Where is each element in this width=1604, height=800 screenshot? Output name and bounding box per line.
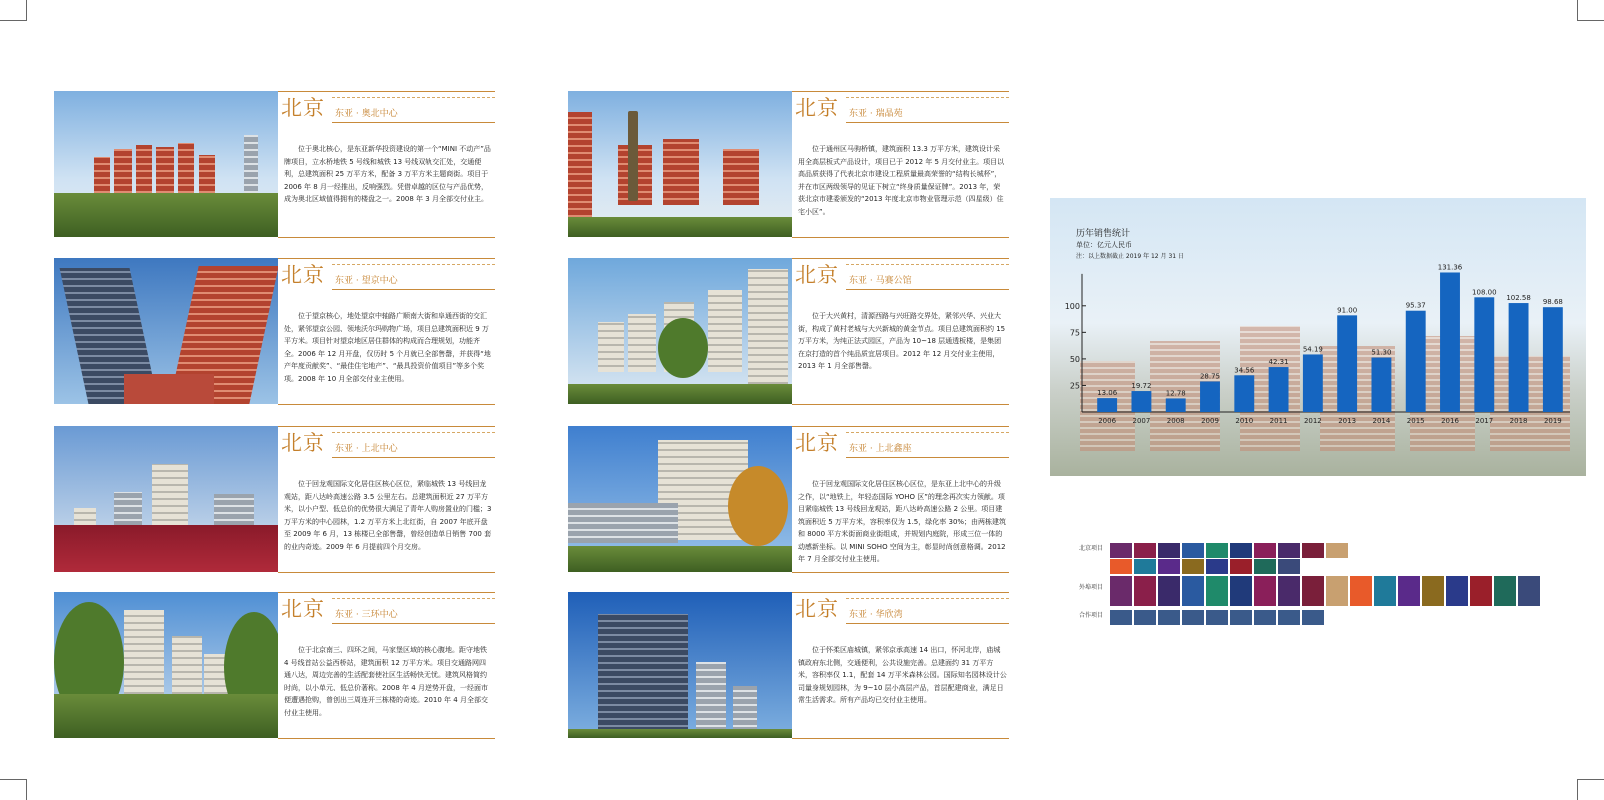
- x-tick-label: 2016: [1441, 417, 1459, 425]
- project-logo: [1134, 591, 1156, 606]
- project-info: [278, 592, 495, 739]
- project-logo: [1110, 610, 1132, 625]
- project-name: 东亚 · 望京中心: [335, 276, 398, 286]
- bar-2013: [1337, 315, 1357, 412]
- y-tick-label: 50: [1069, 354, 1080, 364]
- bar-value-label: 12.78: [1165, 389, 1186, 398]
- project-logo: [1278, 576, 1300, 591]
- x-tick-label: 2019: [1543, 417, 1562, 425]
- project-info: [792, 426, 1009, 573]
- project-card: [568, 258, 1009, 404]
- chart-unit: 单位：亿元人民币: [1076, 241, 1132, 249]
- project-logo: [1302, 543, 1324, 558]
- project-photo: [54, 91, 278, 237]
- project-logo: [1230, 559, 1252, 574]
- crop-mark: [1577, 779, 1604, 800]
- project-logo: [1302, 610, 1324, 625]
- project-card: [568, 592, 1009, 738]
- x-tick-label: 2012: [1303, 417, 1322, 425]
- project-logo: [1206, 543, 1228, 558]
- project-photo: [568, 258, 792, 404]
- project-logo: [1350, 576, 1372, 591]
- bar-value-label: 13.06: [1097, 389, 1118, 398]
- project-logo: [1206, 576, 1228, 591]
- project-description: 位于奥北核心，是东亚新华投资建设的第一个“MINI 不动产”品牌项目，立水桥地铁 5 号线和城铁 13 号线双轨交汇处，交通便利，总建筑面积 25 万平方米，配备 3 万平方米主题商街。项目于 2006 年 8 月一经推出，反响强烈。凭借卓越的区位与产品优势，成为奥北区域值得拥有的楼盘之一。2008 年 3 月全部交付业主。: [284, 145, 491, 203]
- project-photo: [54, 258, 278, 404]
- project-header: [792, 91, 1009, 122]
- project-card: [54, 426, 495, 572]
- x-tick-label: 2010: [1235, 417, 1254, 425]
- project-logo: [1158, 559, 1180, 574]
- y-tick-label: 100: [1064, 301, 1080, 311]
- project-logo: [1254, 543, 1276, 558]
- project-logo: [1350, 591, 1372, 606]
- city-label: 北京: [795, 96, 839, 120]
- bar-2006: [1097, 398, 1117, 412]
- project-logo: [1182, 559, 1204, 574]
- project-header: [792, 426, 1009, 457]
- project-logo: [1326, 576, 1348, 591]
- bar-value-label: 102.58: [1506, 294, 1531, 303]
- project-logo: [1158, 576, 1180, 591]
- x-tick-label: 2006: [1098, 417, 1117, 425]
- project-header: [792, 258, 1009, 289]
- project-card: [568, 426, 1009, 572]
- project-logo: [1206, 559, 1228, 574]
- project-logo: [1254, 559, 1276, 574]
- project-logo: [1302, 591, 1324, 606]
- project-logo: [1158, 591, 1180, 606]
- project-photo: [568, 426, 792, 572]
- bar-2014: [1371, 358, 1391, 412]
- crop-mark: [1577, 0, 1604, 21]
- project-logo: [1422, 591, 1444, 606]
- chart-note: 注：以上数据截止 2019 年 12 月 31 日: [1076, 253, 1184, 260]
- city-label: 北京: [281, 431, 325, 455]
- project-logo: [1278, 610, 1300, 625]
- project-logo: [1206, 610, 1228, 625]
- project-card: [54, 592, 495, 738]
- project-logo: [1110, 559, 1132, 574]
- project-photo: [568, 592, 792, 738]
- project-description: 位于怀柔区庙城镇，紧邻京承高速 14 出口，怀河北岸，庙城镇政府东北侧，交通便利，公共设施完善。总建面约 31 万平方米，容积率仅 1.1，配套 14 万平米森林公园。国际知名园林设计公司量身规划园林，为 9~10 层小高层产品，首层配建商业，满足日常生活需求。所有产品均已交付业主使用。: [798, 646, 1007, 704]
- bar-2016: [1440, 272, 1460, 412]
- project-logo: [1494, 591, 1516, 606]
- project-header: [278, 91, 495, 122]
- bar-2007: [1131, 391, 1151, 412]
- y-tick-label: 75: [1069, 328, 1080, 338]
- project-description: 位于北京南三、四环之间，马家堡区域的核心腹地。距守地铁 4 号线首站公益西桥站，建筑面积 12 万平方米。项目交通路网四通八达，周边完善的生活配套使社区生活畅快无忧。建筑风格简约时尚，以小单元、低总价著称。2008 年 4 月逆势开盘，一经面市便遭遇抢购，曾创出三周连开三栋楼的奇迹。2010 年 4 月全部交付业主使用。: [284, 646, 488, 717]
- project-name: 东亚 · 三环中心: [335, 610, 398, 620]
- bar-2015: [1406, 311, 1426, 412]
- bar-2018: [1509, 303, 1529, 412]
- bar-value-label: 54.19: [1302, 345, 1323, 354]
- bar-value-label: 91.00: [1337, 306, 1358, 315]
- project-logo: [1470, 576, 1492, 591]
- project-logo: [1230, 591, 1252, 606]
- project-description: 位于回龙观国际文化居住区核心区位，紧临城铁 13 号线回龙观站，距八达岭高速公路 3.5 公里左右。总建筑面积近 27 万平方米，以小户型、低总价的优势很大满足了青年人购房置业的门槛；3 万平方米的中心园林，1.2 万平方米上北红街，自 2007 年底开盘至 2009 年 6 月，13 栋楼已全部售罄，曾经创造单日销售 700 套的业内奇迹。2009 年 6 月提前四个月交房。: [284, 480, 492, 551]
- bar-2010: [1234, 375, 1254, 412]
- project-name: 东亚 · 瑞晶苑: [849, 109, 903, 119]
- bar-value-label: 131.36: [1437, 263, 1463, 272]
- project-logo: [1206, 591, 1228, 606]
- bar-value-label: 51.30: [1371, 348, 1392, 357]
- chart-plot: [1050, 198, 1586, 476]
- project-info: [278, 426, 495, 573]
- bar-2009: [1200, 381, 1220, 412]
- x-tick-label: 2018: [1509, 417, 1528, 425]
- project-info: [792, 592, 1009, 739]
- project-logo: [1446, 576, 1468, 591]
- legend-other: 外埠项目: [1079, 584, 1104, 591]
- x-tick-label: 2009: [1201, 417, 1219, 425]
- project-card: [54, 258, 495, 404]
- project-logo: [1470, 591, 1492, 606]
- bar-value-label: 42.31: [1268, 358, 1289, 367]
- project-name: 东亚 · 奥北中心: [335, 109, 398, 119]
- legend-coop: 合作项目: [1079, 612, 1104, 619]
- project-logo: [1182, 576, 1204, 591]
- bar-2019: [1543, 307, 1563, 412]
- project-logo: [1110, 591, 1132, 606]
- project-logo: [1302, 576, 1324, 591]
- x-tick-label: 2017: [1475, 417, 1494, 425]
- project-description: 位于大兴黄村，清源西路与兴旺路交界处，紧邻兴华、兴业大街，构成了黄村老城与大兴新城的黄金节点。项目总建筑面积约 15 万平方米，为纯正法式园区，产品为 10~18 层通透板楼，是集团在京打造的首个纯品质宜居项目。2012 年 12 月交付业主使用，2013 年 1 月全部售罄。: [798, 312, 1006, 370]
- city-label: 北京: [281, 597, 325, 621]
- project-header: [278, 258, 495, 289]
- project-card: [54, 91, 495, 237]
- city-label: 北京: [795, 431, 839, 455]
- project-name: 东亚 · 马赛公馆: [849, 276, 912, 286]
- chart-title: 历年销售统计: [1076, 229, 1131, 239]
- project-logo: [1134, 576, 1156, 591]
- project-logo: [1518, 591, 1540, 606]
- bar-value-label: 19.72: [1131, 382, 1152, 391]
- project-card: [568, 91, 1009, 237]
- project-description: 位于回龙观国际文化居住区核心区位，是东亚上北中心的升级之作，以“地铁上，年轻态国际 YOHO 区”的理念再次实力领献。项目紧临城铁 13 号线回龙观站，距八达岭高速公路 2 公里。项目建筑面积近 5 万平方米，容积率仅为 1.5，绿化率 30%；由两栋建筑和 8000 平方米街面商业街组成，并规划内庭院，形成三位一体的动感新坐标。以 MINI SOHO 空间为主，彰显时尚创意格调。2012 年 7 月全部交付业主使用。: [798, 480, 1007, 563]
- bar-2012: [1303, 354, 1323, 412]
- project-logo: [1134, 610, 1156, 625]
- project-logo: [1278, 543, 1300, 558]
- project-name: 东亚 · 华欣湾: [849, 610, 903, 620]
- project-logo: [1326, 591, 1348, 606]
- x-tick-label: 2015: [1406, 417, 1425, 425]
- bar-2017: [1474, 297, 1494, 412]
- x-tick-label: 2014: [1372, 417, 1391, 425]
- project-name: 东亚 · 上北鑫座: [849, 444, 912, 454]
- project-logo: [1110, 543, 1132, 558]
- project-info: [278, 258, 495, 405]
- project-description: 位于望京核心，地处望京中轴路广顺南大街和阜通西街的交汇处，紧邻望京公园、领地沃尔玛购物广场，项目总建筑面积近 9 万平方米。项目针对望京地区居住群体的构成而合理规划，功能齐全。2006 年 12 月开盘，仅历时 5 个月就已全部售罄，并获得“地产年度贡献奖”、“最佳住宅地产”、“最具投资价值项目”等多个奖项。2008 年 10 月全部交付业主使用。: [284, 312, 491, 383]
- project-logo: [1398, 576, 1420, 591]
- project-logo: [1254, 591, 1276, 606]
- project-logo: [1134, 559, 1156, 574]
- bar-value-label: 98.68: [1542, 298, 1563, 307]
- project-logo: [1158, 543, 1180, 558]
- project-logo: [1134, 543, 1156, 558]
- project-photo: [568, 91, 792, 237]
- project-logo: [1230, 610, 1252, 625]
- city-label: 北京: [281, 96, 325, 120]
- x-tick-label: 2011: [1269, 417, 1288, 425]
- project-logo: [1182, 591, 1204, 606]
- project-name: 东亚 · 上北中心: [335, 444, 398, 454]
- project-logo: [1254, 610, 1276, 625]
- project-logo: [1326, 543, 1348, 558]
- bar-value-label: 34.56: [1234, 366, 1255, 375]
- x-tick-label: 2007: [1132, 417, 1151, 425]
- project-info: [278, 91, 495, 238]
- project-logo: [1278, 591, 1300, 606]
- project-header: [792, 592, 1009, 623]
- project-logo: [1182, 543, 1204, 558]
- project-logo: [1518, 576, 1540, 591]
- bar-value-label: 95.37: [1405, 301, 1426, 310]
- bar-value-label: 28.75: [1199, 372, 1221, 381]
- bar-value-label: 108.00: [1472, 288, 1497, 297]
- x-tick-label: 2008: [1166, 417, 1185, 425]
- project-logo: [1254, 576, 1276, 591]
- project-info: [792, 258, 1009, 405]
- project-photo: [54, 426, 278, 572]
- project-header: [278, 592, 495, 623]
- project-logo: [1110, 576, 1132, 591]
- city-label: 北京: [795, 597, 839, 621]
- legend-beijing: 北京项目: [1079, 545, 1104, 552]
- sales-chart: [1050, 198, 1586, 476]
- crop-mark: [0, 779, 27, 800]
- project-logo: [1278, 559, 1300, 574]
- project-logo: [1158, 610, 1180, 625]
- project-logo: [1230, 543, 1252, 558]
- project-logo: [1374, 591, 1396, 606]
- project-logo: [1230, 576, 1252, 591]
- project-logo: [1422, 576, 1444, 591]
- project-logo: [1494, 576, 1516, 591]
- project-photo: [54, 592, 278, 738]
- bar-2011: [1269, 367, 1289, 412]
- project-logo: [1182, 610, 1204, 625]
- project-description: 位于通州区马驹桥镇，建筑面积 13.3 万平方米，建筑设计采用全高层板式产品设计，项目已于 2012 年 5 月交付业主。项目以高品质获得了代表北京市建设工程质量最高荣誉的“结构长城杯”，并在市区两级领导的见证下树立“终身质量保证牌”。2013 年，荣获北京市建委颁发的“2013 年度北京市物业管理示范（四星级）住宅小区”。: [798, 145, 1005, 216]
- project-logo: [1446, 591, 1468, 606]
- bar-2008: [1166, 398, 1186, 412]
- city-label: 北京: [795, 263, 839, 287]
- crop-mark: [0, 0, 27, 21]
- city-label: 北京: [281, 263, 325, 287]
- project-header: [278, 426, 495, 457]
- project-info: [792, 91, 1009, 238]
- x-tick-label: 2013: [1338, 417, 1357, 425]
- project-logo: [1398, 591, 1420, 606]
- y-tick-label: 25: [1069, 381, 1080, 391]
- project-logo: [1374, 576, 1396, 591]
